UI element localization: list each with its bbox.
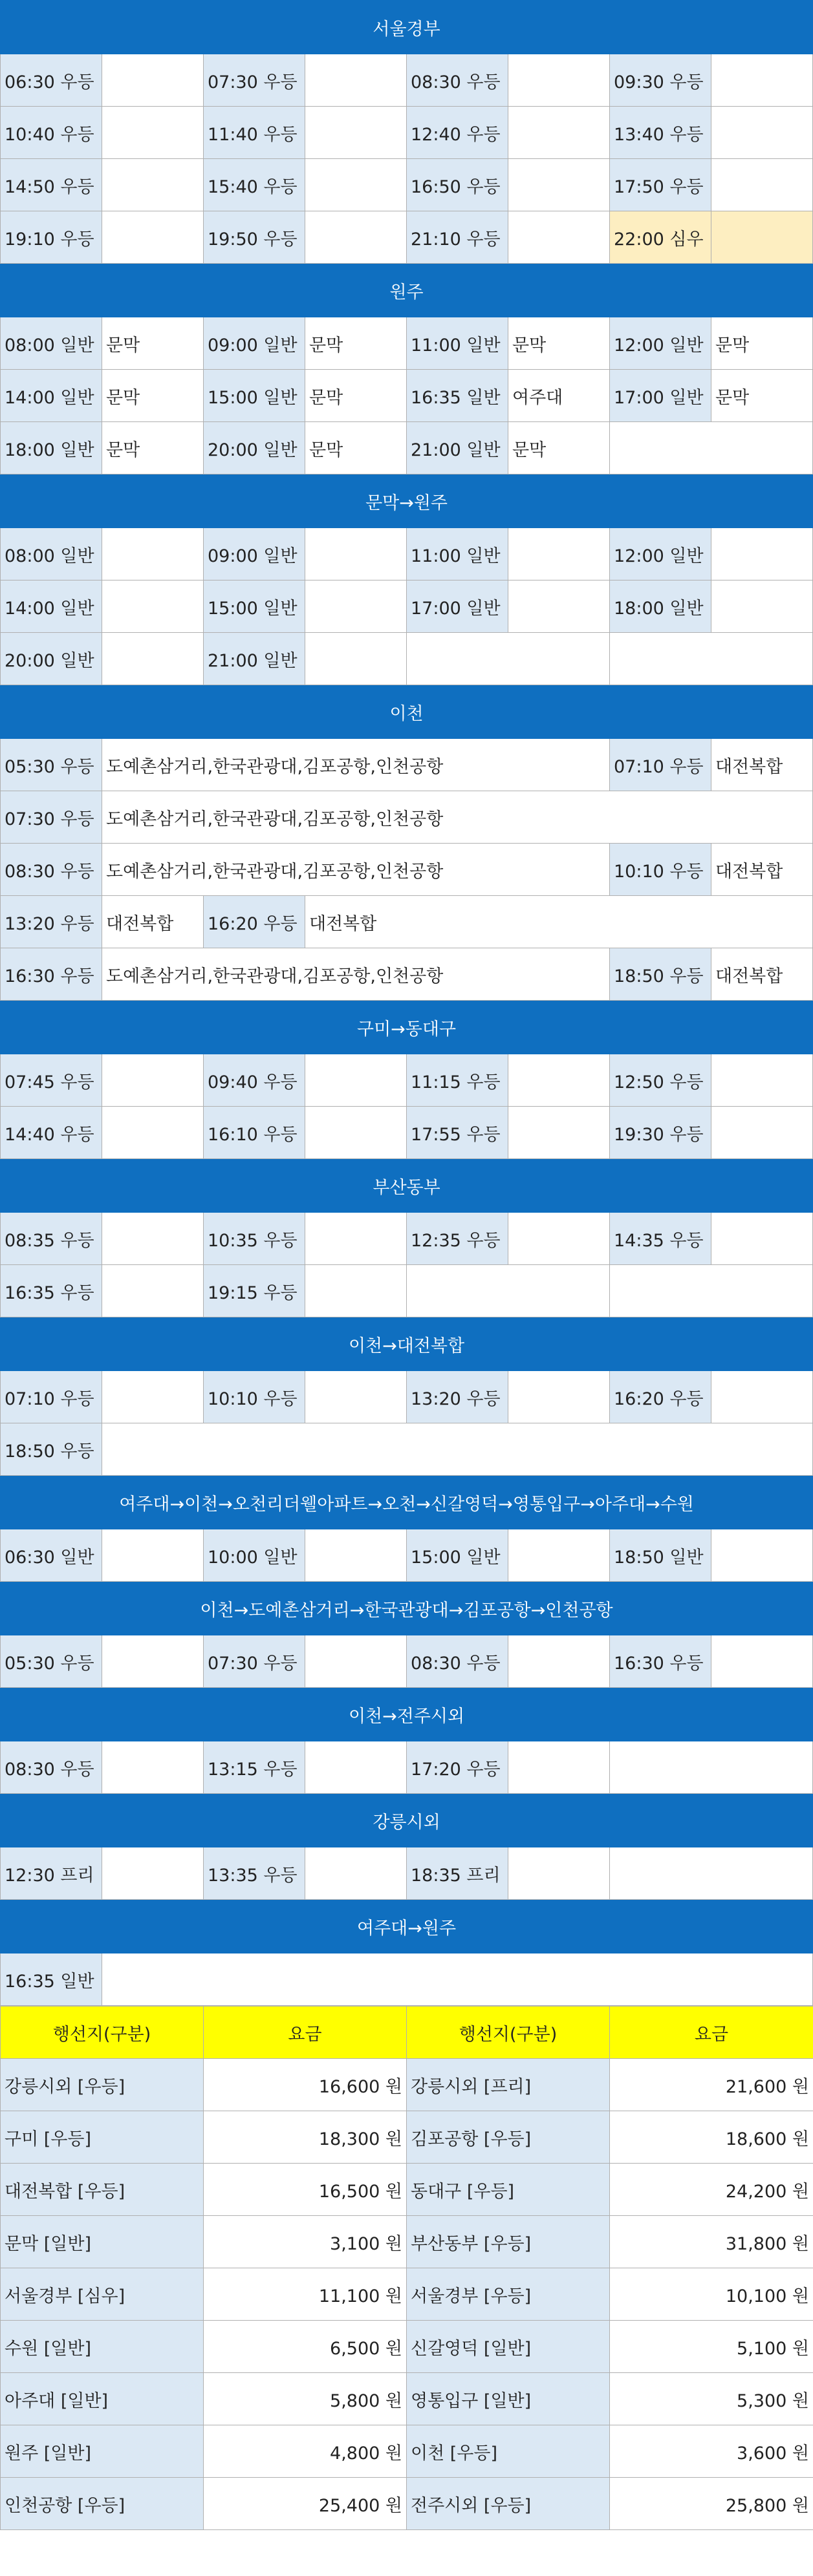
route-header-row [1,264,813,317]
via-stops [508,1107,610,1159]
departure-time: 20:00 일반 [1,633,102,685]
schedule-row [1,1054,813,1107]
fare-price-header: 요금 [204,2007,407,2059]
via-stops [508,1847,610,1900]
fare-price-header: 요금 [610,2007,813,2059]
via-stops [508,54,610,107]
fare-destination: 구미 [우등] [1,2111,204,2164]
via-stops: 문막 [305,422,407,474]
departure-time: 14:00 일반 [1,370,102,422]
fare-destination: 전주시외 [우등] [407,2478,610,2530]
via-stops: 대전복합 [711,948,813,1001]
via-stops [305,1265,407,1317]
fare-destination-header: 행선지(구분) [1,2007,204,2059]
via-stops: 문막 [305,317,407,370]
via-stops [305,54,407,107]
departure-time: 07:30 우등 [204,54,305,107]
route-title: 이천→도예촌삼거리→한국관광대→김포공항→인천공항 [1,1582,813,1635]
fare-price: 16,600 원 [204,2059,407,2111]
route-title: 여주대→이천→오천리더웰아파트→오천→신갈영덕→영통입구→아주대→수원 [1,1476,813,1529]
route-title: 원주 [1,264,813,317]
empty-cell [407,1265,610,1317]
fare-destination: 수원 [일반] [1,2321,204,2373]
fare-price: 18,600 원 [610,2111,813,2164]
departure-time: 18:35 프리 [407,1847,508,1900]
via-stops: 문막 [102,317,204,370]
departure-time: 10:35 우등 [204,1213,305,1265]
departure-time: 17:50 우등 [610,159,711,211]
departure-time: 06:30 일반 [1,1529,102,1582]
schedule-row [1,1953,813,2006]
via-stops [102,1529,204,1582]
schedule-row [1,948,813,1001]
via-stops [508,1213,610,1265]
via-stops [508,580,610,633]
departure-time: 08:30 우등 [1,844,102,896]
departure-time: 11:00 일반 [407,528,508,580]
departure-time: 10:40 우등 [1,107,102,159]
fare-price: 25,400 원 [204,2478,407,2530]
departure-time: 11:00 일반 [407,317,508,370]
departure-time: 16:30 우등 [1,948,102,1001]
fare-destination: 신갈영덕 [일반] [407,2321,610,2373]
via-stops: 문막 [711,317,813,370]
via-stops [711,1213,813,1265]
fare-table [0,2006,813,2530]
via-stops [508,107,610,159]
departure-time: 18:50 우등 [610,948,711,1001]
fare-row [1,2478,813,2530]
fare-price: 31,800 원 [610,2216,813,2268]
fare-row [1,2425,813,2478]
schedule-row [1,791,813,844]
via-stops [711,528,813,580]
fare-price: 18,300 원 [204,2111,407,2164]
route-header-row [1,1794,813,1847]
fare-price: 5,800 원 [204,2373,407,2425]
schedule-row [1,317,813,370]
via-stops: 여주대 [508,370,610,422]
via-stops [711,159,813,211]
via-stops [102,1635,204,1688]
empty-cell [610,422,813,474]
fare-price: 25,800 원 [610,2478,813,2530]
departure-time: 12:50 우등 [610,1054,711,1107]
fare-row [1,2321,813,2373]
fare-row [1,2164,813,2216]
via-stops [305,1213,407,1265]
via-stops [508,528,610,580]
fare-destination: 서울경부 [심우] [1,2268,204,2321]
departure-time: 08:00 일반 [1,528,102,580]
schedule-row [1,370,813,422]
via-stops: 문막 [508,317,610,370]
via-stops [102,159,204,211]
via-stops [102,528,204,580]
departure-time: 16:50 우등 [407,159,508,211]
via-stops [508,1529,610,1582]
fare-price: 24,200 원 [610,2164,813,2216]
route-title: 이천 [1,685,813,739]
route-header-row [1,1476,813,1529]
departure-time: 14:00 일반 [1,580,102,633]
via-stops [711,580,813,633]
via-stops [305,1741,407,1794]
departure-time: 05:30 우등 [1,1635,102,1688]
via-stops [305,633,407,685]
departure-time: 16:10 우등 [204,1107,305,1159]
fare-price: 3,100 원 [204,2216,407,2268]
departure-time: 12:35 우등 [407,1213,508,1265]
fare-destination: 이천 [우등] [407,2425,610,2478]
via-stops [305,1529,407,1582]
via-stops: 문막 [508,422,610,474]
departure-time: 16:20 우등 [610,1371,711,1423]
departure-time: 15:40 우등 [204,159,305,211]
departure-time: 16:30 우등 [610,1635,711,1688]
fare-price: 16,500 원 [204,2164,407,2216]
via-stops [305,1847,407,1900]
via-stops: 도예촌삼거리,한국관광대,김포공항,인천공항 [102,791,813,844]
fare-destination: 강릉시외 [우등] [1,2059,204,2111]
via-stops [305,1107,407,1159]
departure-time: 18:50 일반 [610,1529,711,1582]
route-title: 이천→전주시외 [1,1688,813,1741]
schedule-row [1,1529,813,1582]
departure-time: 12:40 우등 [407,107,508,159]
departure-time: 14:50 우등 [1,159,102,211]
route-title: 서울경부 [1,1,813,54]
via-stops [711,1529,813,1582]
departure-time: 13:20 우등 [407,1371,508,1423]
via-stops [711,1635,813,1688]
departure-time: 08:35 우등 [1,1213,102,1265]
via-stops [102,1265,204,1317]
departure-time: 21:00 일반 [204,633,305,685]
fare-destination: 문막 [일반] [1,2216,204,2268]
fare-price: 5,100 원 [610,2321,813,2373]
departure-time: 19:15 우등 [204,1265,305,1317]
fare-row [1,2373,813,2425]
schedule-row [1,159,813,211]
fare-price: 3,600 원 [610,2425,813,2478]
schedule-row [1,211,813,264]
departure-time: 15:00 일반 [204,580,305,633]
schedule-row [1,422,813,474]
schedule-row [1,580,813,633]
via-stops: 문막 [102,422,204,474]
via-stops [508,159,610,211]
departure-time: 16:35 일반 [1,1953,102,2006]
departure-time: 14:40 우등 [1,1107,102,1159]
route-header-row [1,1159,813,1213]
via-stops: 도예촌삼거리,한국관광대,김포공항,인천공항 [102,739,610,791]
via-stops [305,528,407,580]
route-header-row [1,1317,813,1371]
fare-price: 4,800 원 [204,2425,407,2478]
departure-time: 12:00 일반 [610,317,711,370]
departure-time: 08:30 우등 [1,1741,102,1794]
via-stops [102,1741,204,1794]
via-stops [102,1423,813,1476]
fare-price: 11,100 원 [204,2268,407,2321]
route-title: 강릉시외 [1,1794,813,1847]
departure-time: 09:30 우등 [610,54,711,107]
route-header-row [1,1688,813,1741]
via-stops [102,107,204,159]
fare-destination: 아주대 [일반] [1,2373,204,2425]
route-title: 부산동부 [1,1159,813,1213]
via-stops [102,1847,204,1900]
via-stops [508,1054,610,1107]
via-stops [711,1371,813,1423]
via-stops [102,211,204,264]
schedule-row [1,633,813,685]
departure-time: 07:30 우등 [204,1635,305,1688]
departure-time: 09:40 우등 [204,1054,305,1107]
departure-time: 17:00 일반 [610,370,711,422]
departure-time: 07:10 우등 [1,1371,102,1423]
fare-destination: 서울경부 [우등] [407,2268,610,2321]
via-stops [305,159,407,211]
fare-destination: 동대구 [우등] [407,2164,610,2216]
via-stops [711,107,813,159]
departure-time: 17:55 우등 [407,1107,508,1159]
via-stops [102,1371,204,1423]
empty-cell [610,1741,813,1794]
departure-time: 16:35 우등 [1,1265,102,1317]
departure-time: 16:20 우등 [204,896,305,948]
departure-time: 17:00 일반 [407,580,508,633]
empty-cell [610,1265,813,1317]
schedule-row [1,739,813,791]
departure-time: 21:10 우등 [407,211,508,264]
departure-time: 19:50 우등 [204,211,305,264]
schedule-row [1,1423,813,1476]
route-title: 이천→대전복합 [1,1317,813,1371]
departure-time: 18:00 일반 [610,580,711,633]
schedule-row [1,1847,813,1900]
departure-time: 13:15 우등 [204,1741,305,1794]
route-title: 문막→원주 [1,474,813,528]
fare-row [1,2268,813,2321]
fare-price: 6,500 원 [204,2321,407,2373]
via-stops [102,1953,813,2006]
via-stops: 문막 [305,370,407,422]
fare-destination-header: 행선지(구분) [407,2007,610,2059]
route-header-row [1,1582,813,1635]
empty-cell [610,633,813,685]
departure-time: 18:00 일반 [1,422,102,474]
via-stops [102,54,204,107]
departure-time: 21:00 일반 [407,422,508,474]
departure-time: 19:10 우등 [1,211,102,264]
route-header-row [1,685,813,739]
departure-time: 19:30 우등 [610,1107,711,1159]
departure-time: 13:20 우등 [1,896,102,948]
departure-time: 09:00 일반 [204,528,305,580]
departure-time: 13:40 우등 [610,107,711,159]
departure-time: 09:00 일반 [204,317,305,370]
departure-time: 11:40 우등 [204,107,305,159]
via-stops: 대전복합 [711,844,813,896]
fare-price: 10,100 원 [610,2268,813,2321]
departure-time: 07:45 우등 [1,1054,102,1107]
via-stops: 문막 [711,370,813,422]
empty-cell [407,633,610,685]
via-stops [305,1054,407,1107]
via-stops: 대전복합 [711,739,813,791]
via-stops [711,1107,813,1159]
departure-time: 08:30 우등 [407,54,508,107]
via-stops [102,1054,204,1107]
route-header-row [1,474,813,528]
via-stops [305,1635,407,1688]
schedule-row [1,54,813,107]
via-stops [102,580,204,633]
route-header-row [1,1001,813,1054]
schedule-row [1,1213,813,1265]
empty-cell [610,1847,813,1900]
via-stops [711,1054,813,1107]
departure-time: 12:00 일반 [610,528,711,580]
fare-row [1,2216,813,2268]
fare-destination: 부산동부 [우등] [407,2216,610,2268]
via-stops [305,580,407,633]
departure-time: 16:35 일반 [407,370,508,422]
schedule-row [1,1107,813,1159]
departure-time: 22:00 심우 [610,211,711,264]
schedule-row [1,1635,813,1688]
via-stops [305,1371,407,1423]
departure-time: 08:00 일반 [1,317,102,370]
fare-price: 5,300 원 [610,2373,813,2425]
via-stops [508,211,610,264]
departure-time: 13:35 우등 [204,1847,305,1900]
via-stops: 대전복합 [102,896,204,948]
schedule-row [1,1371,813,1423]
via-stops [102,633,204,685]
schedule-row [1,844,813,896]
departure-time: 15:00 일반 [407,1529,508,1582]
departure-time: 15:00 일반 [204,370,305,422]
via-stops [102,1107,204,1159]
fare-header-row [1,2007,813,2059]
fare-destination: 영통입구 [일반] [407,2373,610,2425]
departure-time: 05:30 우등 [1,739,102,791]
departure-time: 10:10 우등 [204,1371,305,1423]
via-stops: 도예촌삼거리,한국관광대,김포공항,인천공항 [102,844,610,896]
via-stops [508,1371,610,1423]
route-title: 구미→동대구 [1,1001,813,1054]
departure-time: 11:15 우등 [407,1054,508,1107]
departure-time: 17:20 우등 [407,1741,508,1794]
departure-time: 10:00 일반 [204,1529,305,1582]
departure-time: 14:35 우등 [610,1213,711,1265]
departure-time: 07:30 우등 [1,791,102,844]
route-header-row [1,1900,813,1953]
fare-destination: 김포공항 [우등] [407,2111,610,2164]
fare-row [1,2059,813,2111]
route-header-row [1,1,813,54]
schedule-row [1,107,813,159]
fare-destination: 강릉시외 [프리] [407,2059,610,2111]
via-stops [305,211,407,264]
departure-time: 07:10 우등 [610,739,711,791]
departure-time: 10:10 우등 [610,844,711,896]
schedule-row [1,528,813,580]
via-stops: 대전복합 [305,896,813,948]
departure-time: 18:50 우등 [1,1423,102,1476]
schedule-row [1,1265,813,1317]
via-stops [508,1635,610,1688]
departure-time: 06:30 우등 [1,54,102,107]
via-stops: 도예촌삼거리,한국관광대,김포공항,인천공항 [102,948,610,1001]
fare-row [1,2111,813,2164]
route-title: 여주대→원주 [1,1900,813,1953]
fare-destination: 원주 [일반] [1,2425,204,2478]
fare-destination: 인천공항 [우등] [1,2478,204,2530]
fare-price: 21,600 원 [610,2059,813,2111]
departure-time: 12:30 프리 [1,1847,102,1900]
schedule-row [1,1741,813,1794]
departure-time: 08:30 우등 [407,1635,508,1688]
via-stops [711,211,813,264]
fare-destination: 대전복합 [우등] [1,2164,204,2216]
schedule-row [1,896,813,948]
departure-time: 20:00 일반 [204,422,305,474]
via-stops: 문막 [102,370,204,422]
via-stops [305,107,407,159]
via-stops [102,1213,204,1265]
via-stops [711,54,813,107]
via-stops [508,1741,610,1794]
